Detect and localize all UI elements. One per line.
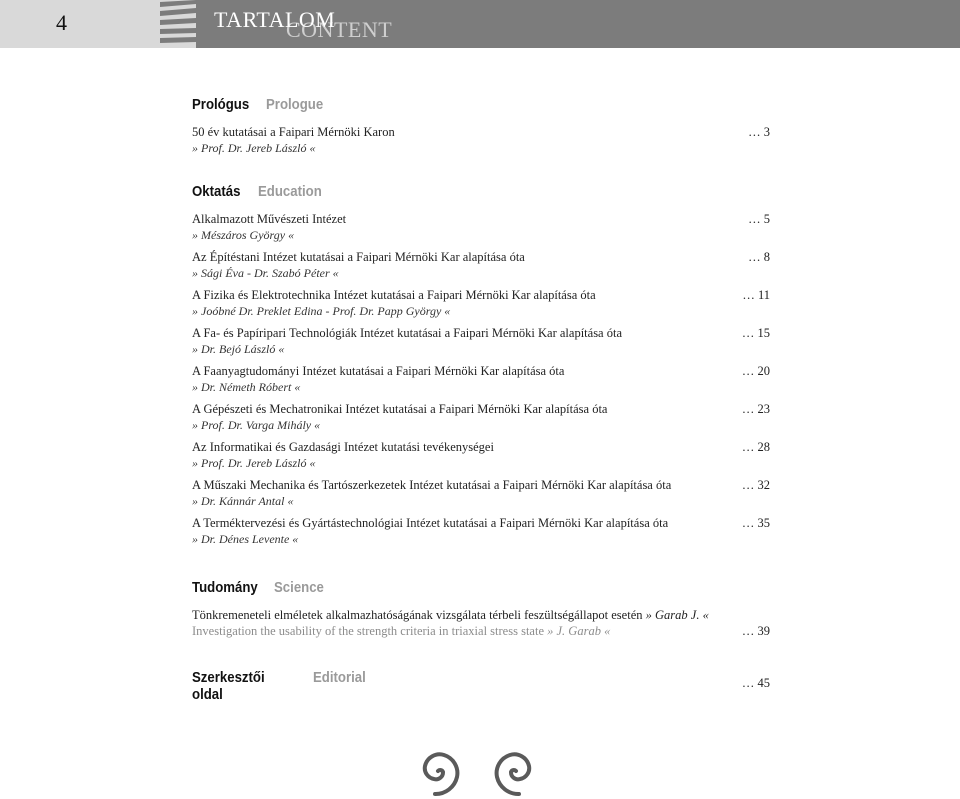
entry-author: » Joóbné Dr. Preklet Edina - Prof. Dr. Papp György « (192, 304, 451, 318)
toc-entry[interactable] (192, 211, 770, 249)
entry-page: … 23 (741, 402, 770, 416)
toc-entry[interactable] (192, 363, 770, 401)
entry-title-hu-text: Tönkremeneteli elméletek alkalmazhatóságának vizsgálata térbeli feszültségállapot esetén (192, 608, 643, 622)
entry-author: » Prof. Dr. Jereb László « (192, 456, 316, 470)
entry-title: A Műszaki Mechanika és Tartószerkezetek Intézet kutatásai a Faipari Mérnöki Kar alapítása óta (192, 478, 672, 492)
section-title-en: Editorial (313, 669, 366, 686)
entry-title: A Terméktervezési és Gyártástechnológiai Intézet kutatásai a Faipari Mérnöki Kar alapítása óta (192, 516, 669, 530)
entry-title-hu (192, 607, 770, 623)
toc-entry[interactable] (192, 124, 770, 156)
toc-entry[interactable] (192, 249, 770, 287)
entry-author-en: » J. Garab « (547, 624, 611, 638)
section-title: Tudomány (192, 579, 258, 596)
entry-author: » Mészáros György « (192, 228, 295, 242)
entry-page: … 15 (741, 326, 770, 340)
section-editorial[interactable] (192, 669, 770, 703)
toc-entry[interactable] (192, 477, 770, 515)
entry-title: 50 év kutatásai a Faipari Mérnöki Karon (192, 125, 395, 139)
entry-title: A Fizika és Elektrotechnika Intézet kutatásai a Faipari Mérnöki Kar alapítása óta (192, 288, 596, 302)
entry-title: A Faanyagtudományi Intézet kutatásai a Faipari Mérnöki Kar alapítása óta (192, 364, 565, 378)
section-title: Oktatás (192, 183, 241, 200)
toc-entry[interactable] (192, 401, 770, 439)
header-subtitle: CONTENT (286, 17, 393, 42)
toc-entry[interactable] (192, 515, 770, 553)
section-prologue (192, 96, 770, 156)
section-title: Prológus (192, 96, 250, 113)
entry-author: » Dr. Kánnár Antal « (192, 494, 294, 508)
entry-author: » Sági Éva - Dr. Szabó Péter « (192, 266, 339, 280)
entry-author: » Dr. Bejó László « (192, 342, 285, 356)
page-number: 4 (56, 10, 67, 35)
section-title: Szerkesztői oldal (192, 669, 265, 703)
spiral-logo-icon (490, 745, 542, 797)
entry-title-en-text: Investigation the usability of the strength criteria in triaxial stress state (192, 624, 544, 638)
section-head (192, 96, 770, 118)
section-title-en: Education (258, 183, 322, 200)
header-stripes-decoration (160, 0, 196, 48)
entry-title: A Fa- és Papíripari Technológiák Intézet kutatásai a Faipari Mérnöki Kar alapítása óta (192, 326, 622, 340)
entry-author: » Prof. Dr. Jereb László « (192, 141, 316, 155)
toc-entry[interactable] (192, 439, 770, 477)
entry-title: Alkalmazott Művészeti Intézet (192, 212, 347, 226)
entry-author: » Dr. Dénes Levente « (192, 532, 299, 546)
entry-author-hu: » Garab J. « (645, 608, 709, 622)
entry-page: … 20 (741, 364, 770, 378)
toc-entry[interactable] (192, 325, 770, 363)
entry-page: … 39 (741, 624, 770, 638)
toc-entry[interactable] (192, 287, 770, 325)
entry-page: … 45 (741, 676, 770, 690)
section-education (192, 183, 770, 553)
section-title-en: Prologue (266, 96, 324, 113)
entry-page: … 3 (748, 125, 770, 139)
entry-page: … 11 (742, 288, 770, 302)
entry-title: Az Építéstani Intézet kutatásai a Faipari Mérnöki Kar alapítása óta (192, 250, 525, 264)
section-head (192, 579, 770, 601)
entry-page: … 5 (748, 212, 770, 226)
section-title-en: Science (274, 579, 324, 596)
header-title: TARTALOM (214, 7, 336, 32)
section-science (192, 579, 770, 641)
entry-page: … 28 (741, 440, 770, 454)
entry-page: … 35 (741, 516, 770, 530)
entry-author: » Prof. Dr. Varga Mihály « (192, 418, 321, 432)
toc-entry[interactable] (192, 607, 770, 641)
entry-author: » Dr. Németh Róbert « (192, 380, 301, 394)
entry-page: … 8 (748, 250, 770, 264)
entry-title: Az Informatikai és Gazdasági Intézet kutatási tevékenységei (192, 440, 494, 454)
section-head (192, 669, 770, 703)
entry-title: A Gépészeti és Mechatronikai Intézet kutatásai a Faipari Mérnöki Kar alapítása óta (192, 402, 608, 416)
entry-title-en (192, 623, 722, 639)
section-head (192, 183, 770, 205)
entry-page: … 32 (741, 478, 770, 492)
spiral-logo-icon (412, 745, 464, 797)
